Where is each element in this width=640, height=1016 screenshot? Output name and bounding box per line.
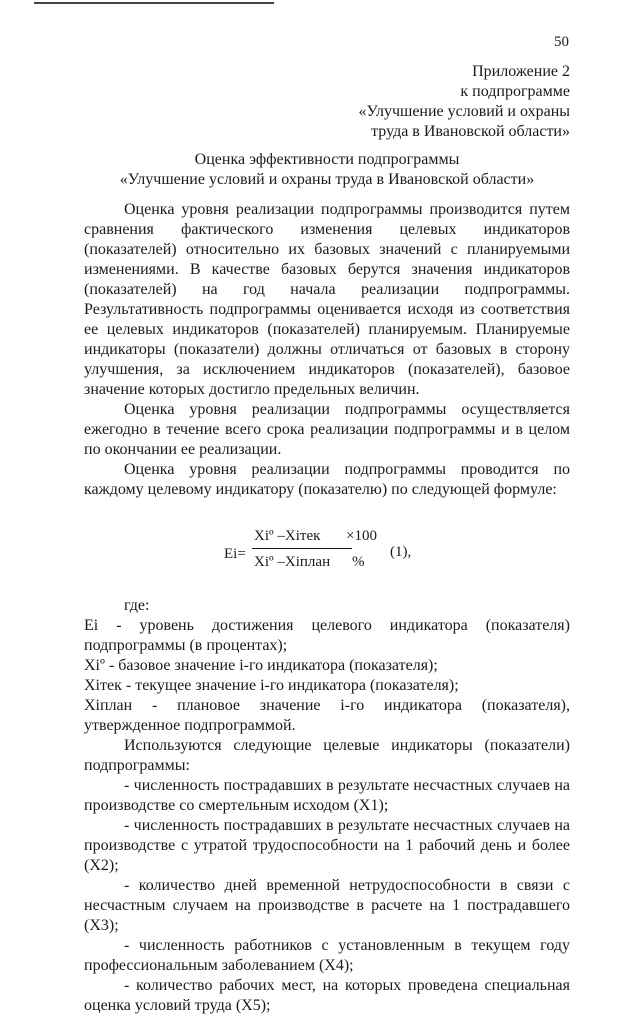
appendix-line: к подпрограмме [460,83,570,100]
formula-number: (1), [390,544,412,560]
indicator-item: - количество рабочих мест, на которых проведена специальная оценка условий труда (X5); [84,977,570,1014]
title-line: «Улучшение условий и охраны труда в Ивановской области» [119,171,535,188]
top-border-line [34,2,274,4]
formula-numerator: Xiº –Xiтек [254,528,321,544]
appendix-header [358,62,570,142]
fraction-bar [252,548,352,549]
document-title [84,150,570,190]
appendix-line: «Улучшение условий и охраны [358,103,570,120]
document-body [84,200,570,1016]
formula-percent: % [352,554,365,570]
definition-xtek: Xiтек - текущее значение i-го индикатора (показателя); [84,677,459,694]
indicator-item: - численность пострадавших в результате несчастных случаев на производстве с утратой трудоспособности на 1 рабочий день и более (X2); [84,817,570,874]
definition-e: Ei - уровень достижения целевого индикатора (показателя) подпрограммы (в процентах); [84,617,570,654]
formula-lhs: Ei= [224,546,246,562]
formula-multiplier: ×100 [346,528,377,544]
indicators-intro: Используются следующие целевые индикаторы (показатели) подпрограммы: [84,737,570,774]
definition-x0: Xiº - базовое значение i-го индикатора (показателя); [84,657,438,674]
paragraph-3: Оценка уровня реализации подпрограммы проводится по каждому целевому индикатору (показателю) по следующей формуле: [84,461,570,498]
indicator-item: - численность пострадавших в результате несчастных случаев на производстве со смертельным исходом (X1); [84,777,570,814]
appendix-line: труда в Ивановской области» [371,123,570,140]
indicator-item: - количество дней временной нетрудоспособности в связи с несчастным случаем на производстве в расчете на 1 пострадавшего (X3); [84,877,570,934]
formula-denominator: Xiº –Xiплан [254,554,331,570]
formula [84,504,570,592]
page-number: 50 [554,34,569,50]
title-line: Оценка эффективности подпрограммы [194,151,460,168]
where-label: где: [124,597,150,614]
appendix-line: Приложение 2 [472,63,570,80]
paragraph-2: Оценка уровня реализации подпрограммы осуществляется ежегодно в течение всего срока реализации подпрограммы и в целом по окончании ее реализации. [84,401,570,458]
paragraph-1: Оценка уровня реализации подпрограммы производится путем сравнения фактического изменения целевых индикаторов (показателей) относительно их базовых значений с планируемыми изменениями. В качестве базовых берутся значения индикаторов (показателей) на год начала реализации подпрограммы. Результативность подпрограммы оценивается исходя из соответствия ее целевых индикаторов (показателей) планируемым. Планируемые индикаторы (показатели) должны отличаться от базовых в сторону улучшения, за исключением индикаторов (показателей), базовое значение которых достигло предельных величин. [84,201,570,398]
definition-xplan: Xiплан - плановое значение i-го индикатора (показателя), утвержденное подпрограммой. [84,697,570,734]
indicator-item: - численность работников с установленным в текущем году профессиональным заболеванием (X4); [84,937,570,974]
